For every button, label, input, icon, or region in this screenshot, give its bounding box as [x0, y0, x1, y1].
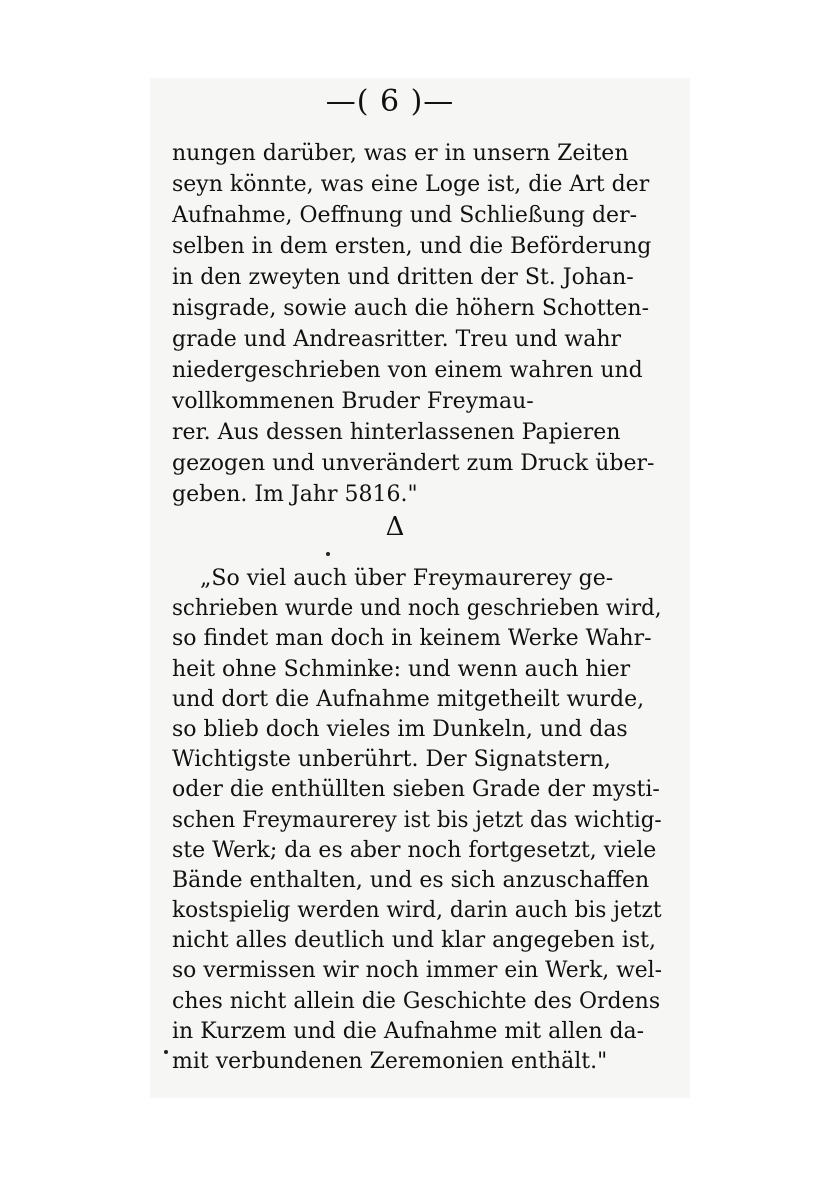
text-line: vollkommenen Bruder Freymau-: [172, 389, 534, 414]
text-line: Wichtigste unberührt. Der Signatstern,: [172, 747, 611, 773]
text-line: so findet man doch in keinem Werke Wahr-: [172, 626, 652, 652]
text-line: so blieb doch vieles im Dunkeln, und das: [172, 716, 628, 742]
text-line: nicht alles deutlich und klar angegeben ist,: [172, 928, 657, 954]
paragraph-quotation: [172, 564, 662, 1077]
text-line: und dort die Aufnahme mitgetheilt wurde,: [172, 686, 645, 712]
text-line: schrieben wurde und noch geschrieben wird,: [172, 596, 662, 622]
text-line: gezogen und unverändert zum Druck über-: [172, 451, 655, 476]
text-line: grade und Andreasritter. Treu und wahr: [172, 327, 622, 352]
text-line: nisgrade, sowie auch die höhern Schotten-: [172, 296, 650, 321]
text-line: ches nicht allein die Geschichte des Ordens: [172, 988, 661, 1014]
text-line: selben in dem ersten, und die Beförderung: [172, 234, 652, 259]
text-line: heit ohne Schminke: und wenn auch hier: [172, 656, 631, 682]
text-line: ste Werk; da es aber noch fortgesetzt, viele: [172, 837, 657, 863]
text-line: nungen darüber, was er in unsern Zeiten: [172, 141, 629, 166]
text-line: Aufnahme, Oeffnung und Schließung der-: [172, 203, 638, 228]
text-line: oder die enthüllten sieben Grade der mysti-: [172, 777, 660, 803]
text-line: so vermissen wir noch immer ein Werk, wel-: [172, 958, 662, 984]
text-line: Bände enthalten, und es sich anzuschaffen: [172, 867, 650, 893]
text-line: rer. Aus dessen hinterlassenen Papieren: [172, 420, 621, 445]
page-number: —( 6 )—: [325, 84, 455, 119]
text-line: in den zweyten und dritten der St. Johan-: [172, 265, 634, 290]
text-line: niedergeschrieben von einem wahren und: [172, 358, 643, 383]
ink-speck: [326, 552, 330, 556]
text-line: schen Freymaurerey ist bis jetzt das wichtig-: [172, 807, 662, 833]
text-line: geben. Im Jahr 5816.": [172, 482, 418, 507]
section-divider-triangle: Δ: [385, 512, 405, 542]
text-line: seyn könnte, was eine Loge ist, die Art der: [172, 172, 650, 197]
text-line: kostspielig werden wird, darin auch bis jetzt: [172, 898, 662, 924]
text-line: in Kurzem und die Aufnahme mit allen da-: [172, 1018, 645, 1044]
text-line: mit verbundenen Zeremonien enthält.": [172, 1049, 608, 1074]
paragraph-title-continuation: [172, 138, 662, 510]
ink-speck: [164, 1050, 168, 1054]
text-line: „So viel auch über Freymaurerey ge-: [200, 566, 614, 591]
